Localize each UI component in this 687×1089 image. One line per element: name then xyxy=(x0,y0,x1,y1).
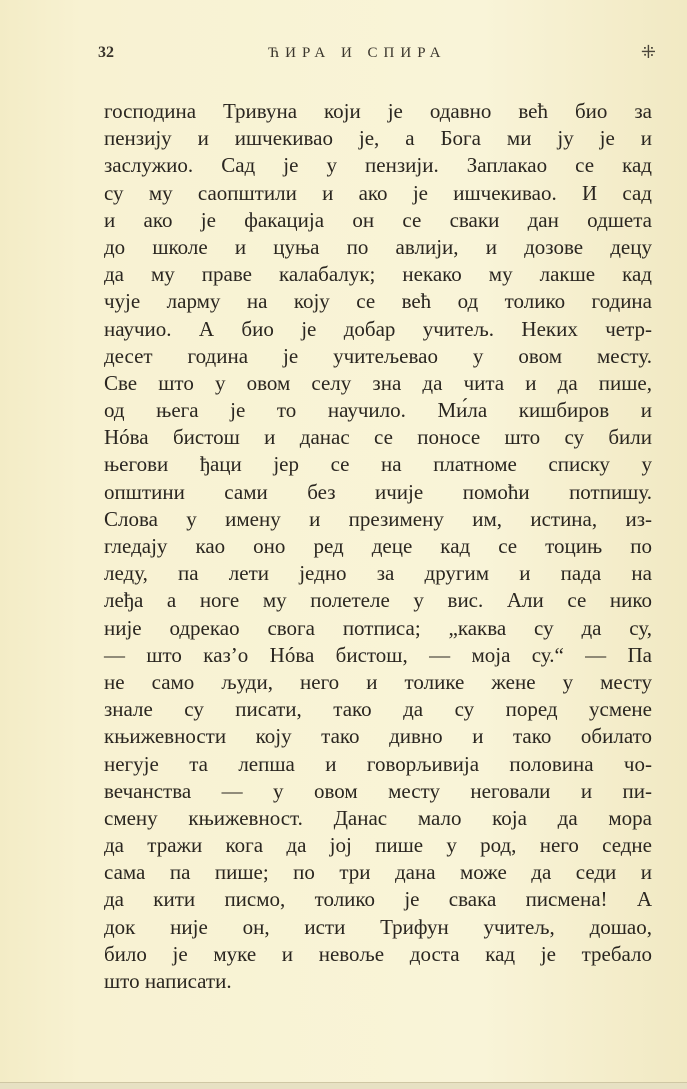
text-line: научио. А био је добар учитељ. Неких четр- xyxy=(104,316,652,341)
ornament-icon: ⁜ xyxy=(640,42,656,62)
text-line: вечанства — у овом месту неговали и пи- xyxy=(104,778,652,803)
text-line: знале су писати, тако да су поред усмене xyxy=(104,697,652,722)
text-line: негује та лепша и говорљивија половина чо- xyxy=(104,751,652,776)
body-text xyxy=(104,98,652,995)
text-line: да кити писмо, толико је свака писмена! А xyxy=(104,887,652,912)
text-line: не само људи, него и толике жене у месту xyxy=(104,669,652,694)
text-line: Нóва бистош и данас се поносе што су били xyxy=(104,425,652,450)
text-line: леђа а ноге му полетеле у вис. Али се нико xyxy=(104,588,652,613)
text-line: до школе и цуња по авлији, и дозове децу xyxy=(104,234,652,259)
running-title: ЋИРА И СПИРА xyxy=(268,45,447,61)
text-line: десет година је учитељевао у овом месту. xyxy=(104,343,652,368)
text-line: смену књижевност. Данас мало која да мора xyxy=(104,805,652,830)
text-line: и ако је факација он се сваки дан одшета xyxy=(104,207,652,232)
text-line: Слова у имену и презимену им, истина, из- xyxy=(104,506,652,531)
text-line: заслужио. Сад је у пензији. Заплакао се кад xyxy=(104,153,652,178)
text-line: није одрекао свога потписа; „каква су да су, xyxy=(104,615,652,640)
text-line: књижевности коју тако дивно и тако обилато xyxy=(104,724,652,749)
text-line: да му праве калабалук; некако му лакше кад xyxy=(104,262,652,287)
text-line: од њега је то научило. Ми́ла кишбиров и xyxy=(104,398,652,423)
text-line: господина Тривуна који је одавно већ био за xyxy=(104,99,652,123)
page-header xyxy=(98,44,656,66)
text-line: Све што у овом селу зна да чита и да пише, xyxy=(104,370,652,395)
text-line: су му саопштили и ако је ишчекивао. И сад xyxy=(104,180,652,205)
text-line: пензију и ишчекивао је, а Бога ми ју је и xyxy=(104,126,652,151)
page-bottom-edge xyxy=(0,1082,687,1089)
text-line: његови ђаци јер се на платноме списку у xyxy=(104,452,652,477)
text-line: било је муке и невоље доста кад је требало xyxy=(104,941,652,966)
text-line: чује ларму на коју се већ од толико година xyxy=(104,289,652,314)
text-line: што написати. xyxy=(104,969,232,993)
page-number: 32 xyxy=(98,44,114,61)
text-line: сама па пише; по три дана може да седи и xyxy=(104,860,652,885)
text-line: да тражи кога да јој пише у род, него седне xyxy=(104,833,652,858)
text-line: док није он, исти Трифун учитељ, дошао, xyxy=(104,914,652,939)
text-line: леду, па лети једно за другим и пада на xyxy=(104,561,652,586)
text-line: општини сами без ичије помоћи потпишу. xyxy=(104,479,652,504)
text-line: — што каз’о Нóва бистош, — моја су.“ — Па xyxy=(104,642,652,667)
text-line: гледају као оно ред деце кад се тоцињ по xyxy=(104,534,652,558)
